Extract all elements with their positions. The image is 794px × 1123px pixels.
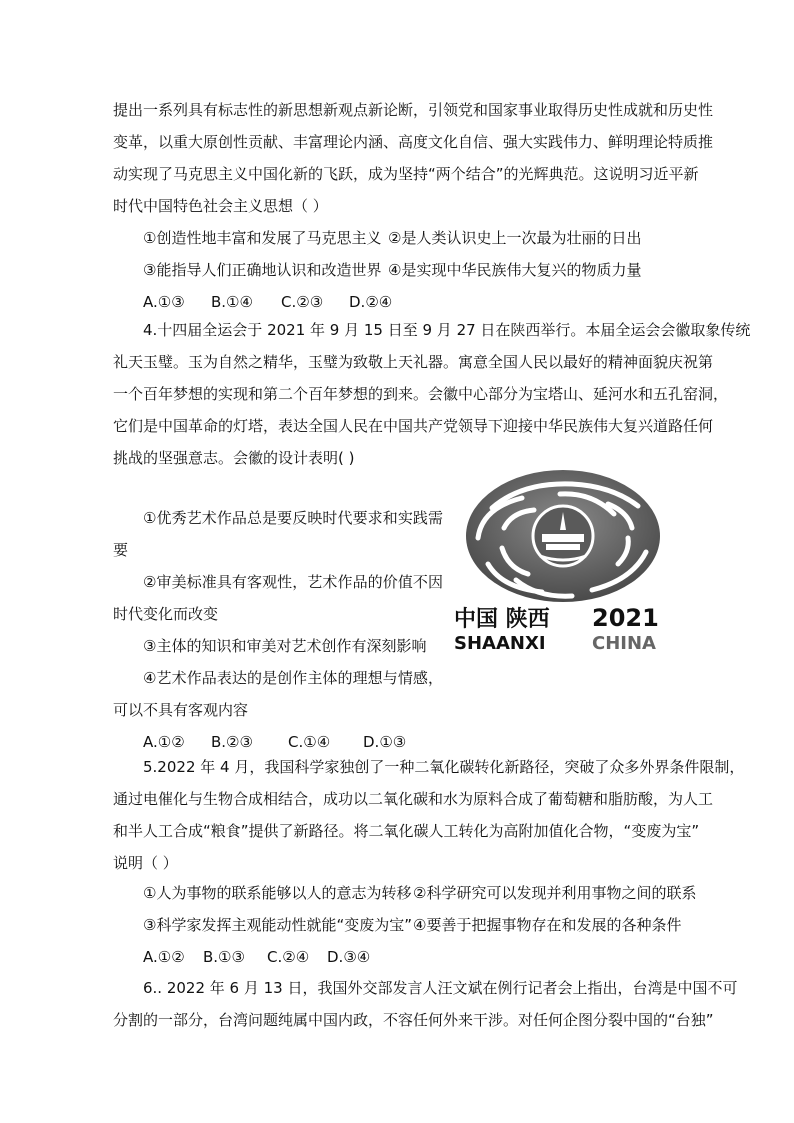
question-6-stem [113,972,738,1036]
answer-d: D.③④ [327,948,371,966]
option-line: ②审美标准具有客观性，艺术作品的价值不因 [143,573,443,591]
answer-b: B.②③ [211,733,253,751]
answer-c: C.①④ [288,733,331,751]
answer-b: B.①④ [211,293,253,311]
option-line: ③主体的知识和审美对艺术创作有深刻影响 [143,637,427,655]
answer-a: A.①② [143,948,185,966]
stem-line: 礼天玉璧。玉为自然之精华，玉璧为致敬上天礼器。寓意全国人民以最好的精神面貌庆祝第 [113,353,714,371]
answer-a: A.①② [143,733,185,751]
stem-line: 变革，以重大原创性贡献、丰富理论内涵、高度文化自信、强大实践伟力、鲜明理论特质推 [113,133,714,151]
answer-c: C.②③ [281,293,324,311]
answer-d: D.①③ [363,733,407,751]
logo-text-shaanxi: SHAANXI [454,633,546,654]
question-3-options [113,222,681,318]
answer-choices [113,941,681,973]
option-1: ①创造性地丰富和发展了马克思主义 [143,229,382,247]
stem-line: 通过电催化与生物合成相结合，成功以二氧化碳和水为原料合成了葡萄糖和脂肪酸，为人工 [113,790,714,808]
stem-line: 5.2022 年 4 月，我国科学家独创了一种二氧化碳转化新路径，突破了众多外界条件限制， [143,758,745,776]
stem-line: 提出一系列具有标志性的新思想新观点新论断，引领党和国家事业取得历史性成就和历史性 [113,101,714,119]
logo-text-year: 2021 [592,604,659,632]
option-2: ②科学研究可以发现并利用事物之间的联系 [413,884,697,902]
option-3: ③科学家发挥主观能动性就能“变废为宝” [143,916,412,934]
stem-line: 6.. 2022 年 6 月 13 日，我国外交部发言人汪文斌在例行记者会上指出，台湾是中国不可 [143,979,738,997]
jade-bi-emblem-icon [442,468,682,653]
games-logo [442,468,682,653]
option-1: ①人为事物的联系能够以人的意志为转移 [143,884,412,902]
stem-line: 说明（ ） [113,854,178,872]
answer-c: C.②④ [267,948,310,966]
option-4: ④要善于把握事物存在和发展的各种条件 [413,916,682,934]
answer-b: B.①③ [203,948,245,966]
answer-d: D.②④ [349,293,393,311]
stem-line: 4.十四届全运会于 2021 年 9 月 15 日至 9 月 27 日在陕西举行。本届全运会会徽取象传统 [143,321,751,339]
option-line: 可以不具有客观内容 [113,701,249,719]
question-5-stem [113,751,745,879]
answer-a: A.①③ [143,293,185,311]
option-4: ④是实现中华民族伟大复兴的物质力量 [388,261,642,279]
stem-line: 挑战的坚强意志。会徽的设计表明( ) [113,449,355,467]
question-4-options [113,502,443,758]
option-line: ①优秀艺术作品总是要反映时代要求和实践需 [143,509,443,527]
stem-line: 和半人工合成“粮食”提供了新路径。将二氧化碳人工转化为高附加值化合物，“变废为宝” [113,822,700,840]
stem-line: 动实现了马克思主义中国化新的飞跃，成为坚持“两个结合”的光辉典范。这说明习近平新 [113,165,699,183]
option-2: ②是人类认识史上一次最为壮丽的日出 [388,229,642,247]
logo-text-china: CHINA [592,633,656,654]
option-line: 要 [113,541,129,559]
question-5-options [113,877,697,973]
stem-line: 它们是中国革命的灯塔，表达全国人民在中国共产党领导下迎接中华民族伟大复兴道路任何 [113,417,714,435]
question-4-stem [113,314,751,474]
question-3-stem [113,94,714,222]
stem-line: 时代中国特色社会主义思想（ ） [113,197,328,215]
stem-line: 一个百年梦想的实现和第二个百年梦想的到来。会徽中心部分为宝塔山、延河水和五孔窑洞， [113,385,729,403]
option-line: 时代变化而改变 [113,605,219,623]
stem-line: 分割的一部分，台湾问题纯属中国内政，不容任何外来干涉。对任何企图分裂中国的“台独” [113,1011,714,1029]
option-3: ③能指导人们正确地认识和改造世界 [143,261,382,279]
logo-text-cn: 中国 陕西 [454,607,550,632]
option-line: ④艺术作品表达的是创作主体的理想与情感， [143,669,443,687]
